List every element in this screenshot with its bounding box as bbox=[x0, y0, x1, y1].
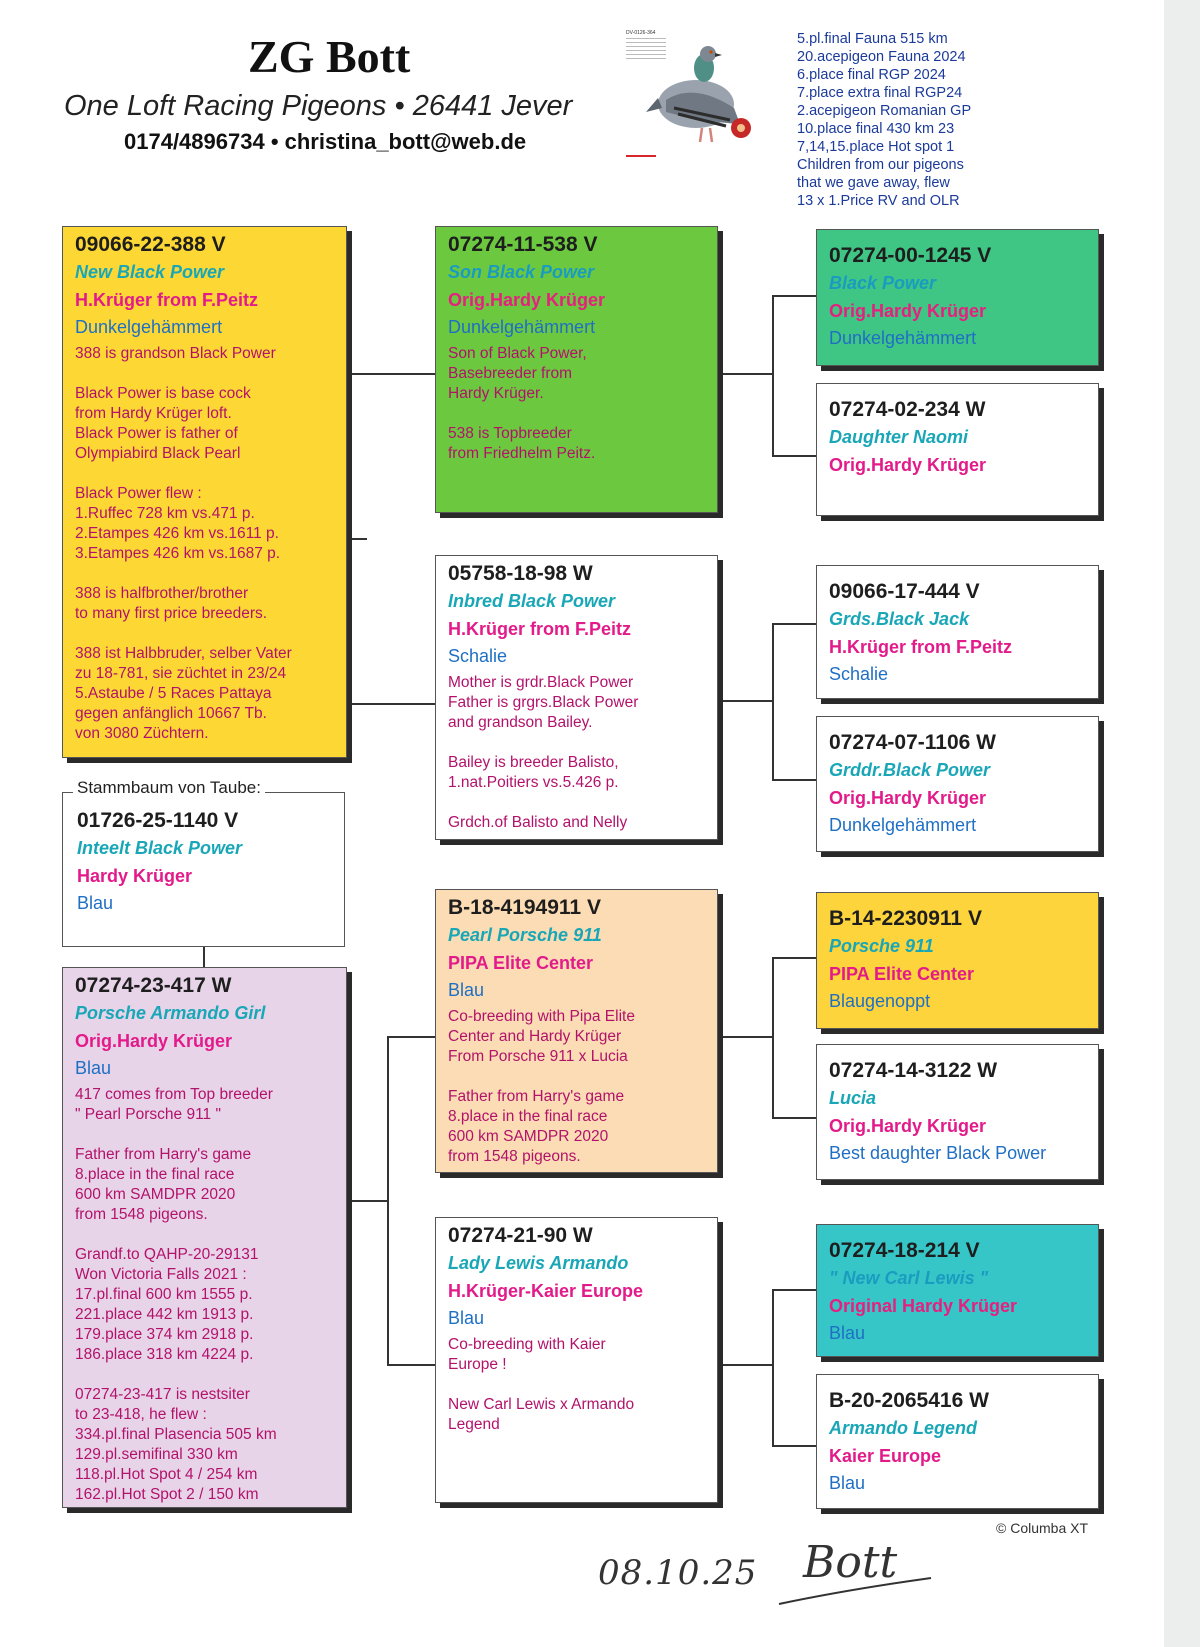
breeder: Orig.Hardy Krüger bbox=[448, 290, 606, 310]
pedigree-card-dam bbox=[62, 967, 347, 1508]
ring-number: B-20-2065416 W bbox=[829, 1389, 989, 1412]
connector bbox=[772, 1289, 774, 1445]
note-paragraph: New Carl Lewis x Armando Legend bbox=[448, 1396, 635, 1433]
pigeon-name: Daughter Naomi bbox=[829, 427, 969, 447]
pigeon-name: Inbred Black Power bbox=[448, 591, 616, 611]
ring-number: 09066-22-388 V bbox=[75, 233, 226, 256]
breeder: Hardy Krüger bbox=[77, 866, 193, 886]
pedigree-card-dd-dam bbox=[816, 1374, 1099, 1509]
pigeon-name: Pearl Porsche 911 bbox=[448, 925, 602, 945]
ring-number: 01726-25-1140 V bbox=[77, 809, 239, 832]
note-paragraph: Grdch.of Balisto and Nelly bbox=[448, 814, 628, 831]
ring-number: 07274-21-90 W bbox=[448, 1224, 593, 1247]
note-paragraph: Grandf.to QAHP-20-29131 Won Victoria Falls 2021 : 17.pl.final 600 km 1555 p. 221.place 442 km 1913 p. 179.place 374 km 2918 p. 186.place 318 km 4224 p. bbox=[75, 1246, 259, 1363]
feather-color: Best daughter Black Power bbox=[829, 1143, 1047, 1163]
feather-color: Schalie bbox=[829, 664, 889, 684]
achievement-line: 6.place final RGP 2024 bbox=[797, 67, 946, 83]
pigeon-name: " New Carl Lewis " bbox=[829, 1268, 989, 1288]
feather-color: Blau bbox=[75, 1058, 112, 1078]
feather-color: Blau bbox=[829, 1473, 866, 1493]
achievements-list bbox=[797, 30, 971, 210]
feather-color: Dunkelgehämmert bbox=[75, 317, 223, 337]
feather-color: Blau bbox=[448, 980, 485, 1000]
pigeon-name: Inteelt Black Power bbox=[77, 838, 243, 858]
signature: Bott bbox=[803, 1537, 898, 1588]
connector bbox=[772, 1117, 816, 1119]
achievement-line: 13 x 1.Price RV and OLR bbox=[797, 193, 960, 209]
connector bbox=[772, 455, 816, 457]
note-paragraph: Co-breeding with Kaier Europe ! bbox=[448, 1336, 606, 1373]
pigeon-name: New Black Power bbox=[75, 262, 225, 282]
connector bbox=[772, 623, 774, 779]
pedigree-card-sire-dam bbox=[435, 555, 718, 840]
note-paragraph: 417 comes from Top breeder " Pearl Porsche 911 " bbox=[75, 1086, 273, 1123]
pedigree-card-sire-sire bbox=[435, 226, 718, 513]
connector bbox=[772, 295, 774, 455]
handwritten-date: 08.10.25 bbox=[598, 1553, 758, 1593]
breeder: Orig.Hardy Krüger bbox=[75, 1031, 233, 1051]
connector bbox=[772, 623, 816, 625]
pedigree-card-sire bbox=[62, 226, 347, 758]
pedigree-card-sd-sire bbox=[816, 565, 1099, 699]
breeder: Original Hardy Krüger bbox=[829, 1296, 1018, 1316]
ring-number: 07274-14-3122 W bbox=[829, 1059, 998, 1082]
signature-underline bbox=[775, 1560, 935, 1610]
pedigree-card-sd-dam bbox=[816, 716, 1099, 852]
connector bbox=[718, 1364, 772, 1366]
breeder: Orig.Hardy Krüger bbox=[829, 455, 987, 475]
pedigree-card-ds-sire bbox=[816, 892, 1099, 1029]
breeder: PIPA Elite Center bbox=[829, 964, 975, 984]
note-paragraph: Father from Harry's game 8.place in the final race 600 km SAMDPR 2020 from 1548 pigeons. bbox=[448, 1088, 625, 1165]
note-paragraph: Bailey is breeder Balisto, 1.nat.Poitiers vs.5.426 p. bbox=[448, 754, 619, 791]
breeder: Orig.Hardy Krüger bbox=[829, 1116, 987, 1136]
note-paragraph: Black Power is base cock from Hardy Krüger loft. Black Power is father of Olympiabird Black Pearl bbox=[75, 385, 251, 462]
ring-number: 07274-02-234 W bbox=[829, 398, 986, 421]
connector bbox=[772, 1445, 816, 1447]
card-notes bbox=[448, 673, 705, 833]
breeder: H.Krüger from F.Peitz bbox=[448, 619, 632, 639]
card-notes bbox=[75, 344, 334, 744]
connector bbox=[772, 1289, 816, 1291]
breeder: Orig.Hardy Krüger bbox=[829, 788, 987, 808]
feather-color: Blau bbox=[448, 1308, 485, 1328]
pedigree-card-ds-dam bbox=[816, 1044, 1099, 1180]
pedigree-card-dd-sire bbox=[816, 1224, 1099, 1357]
note-paragraph: Black Power flew : 1.Ruffec 728 km vs.471 p. 2.Etampes 426 km vs.1611 p. 3.Etampes 426 km vs.1687 p. bbox=[75, 485, 281, 562]
ring-number: 07274-00-1245 V bbox=[829, 244, 992, 267]
page-title: ZG Bott bbox=[248, 31, 411, 82]
note-paragraph: 388 ist Halbbruder, selber Vater zu 18-781, sie züchtet in 23/24 5.Astaube / 5 Races Pattaya gegen anfänglich 10667 Tb. von 3080 Züchtern. bbox=[75, 645, 292, 742]
breeder: H.Krüger from F.Peitz bbox=[75, 290, 259, 310]
pigeon-name: Porsche Armando Girl bbox=[75, 1003, 266, 1023]
ring-number: B-18-4194911 V bbox=[448, 896, 601, 919]
connector bbox=[387, 1036, 435, 1038]
pedigree-card-dam-sire bbox=[435, 889, 718, 1173]
ring-number: 07274-07-1106 W bbox=[829, 731, 996, 754]
connector bbox=[387, 1036, 389, 1364]
pigeon-name: Lucia bbox=[829, 1088, 877, 1108]
pigeon-icon bbox=[644, 38, 752, 148]
connector bbox=[718, 1036, 772, 1038]
ring-number: 09066-17-444 V bbox=[829, 580, 980, 603]
feather-color: Schalie bbox=[448, 646, 508, 666]
breeder: H.Krüger from F.Peitz bbox=[829, 637, 1013, 657]
photo-ring-id: DV-0126-364 bbox=[626, 30, 656, 36]
connector bbox=[718, 700, 772, 702]
pigeon-name: Porsche 911 bbox=[829, 936, 934, 956]
pigeon-name: Son Black Power bbox=[448, 262, 595, 282]
breeder: PIPA Elite Center bbox=[448, 953, 594, 973]
achievement-line: 10.place final 430 km 23 bbox=[797, 121, 955, 137]
pigeon-name: Grds.Black Jack bbox=[829, 609, 970, 629]
copyright-note: © Columba XT bbox=[996, 1520, 1089, 1536]
connector bbox=[772, 957, 774, 1117]
achievement-line: 5.pl.final Fauna 515 km bbox=[797, 31, 948, 47]
feather-color: Blau bbox=[829, 1323, 866, 1343]
achievement-line: 20.acepigeon Fauna 2024 bbox=[797, 49, 966, 65]
note-paragraph: 388 is halfbrother/brother to many first price breeders. bbox=[75, 585, 268, 622]
note-paragraph: 538 is Topbreeder from Friedhelm Peitz. bbox=[448, 425, 596, 462]
connector bbox=[203, 947, 205, 967]
card-notes bbox=[448, 1007, 705, 1167]
connector bbox=[347, 1200, 387, 1202]
feather-color: Dunkelgehämmert bbox=[829, 815, 977, 835]
pigeon-name: Black Power bbox=[829, 273, 937, 293]
feather-color: Blau bbox=[77, 893, 114, 913]
connector bbox=[347, 703, 435, 705]
card-notes bbox=[448, 344, 705, 464]
connector bbox=[347, 373, 435, 375]
breeder: Kaier Europe bbox=[829, 1446, 942, 1466]
note-paragraph: Father from Harry's game 8.place in the final race 600 km SAMDPR 2020 from 1548 pigeons. bbox=[75, 1146, 252, 1223]
achievement-line: 2.acepigeon Romanian GP bbox=[797, 103, 972, 119]
note-paragraph: Mother is grdr.Black Power Father is grgrs.Black Power and grandson Bailey. bbox=[448, 674, 639, 731]
feather-color: Dunkelgehämmert bbox=[829, 328, 977, 348]
connector bbox=[347, 538, 367, 540]
pigeon-name: Lady Lewis Armando bbox=[448, 1253, 629, 1273]
ring-number: 07274-18-214 V bbox=[829, 1239, 980, 1262]
ring-number: B-14-2230911 V bbox=[829, 907, 982, 930]
pedigree-card-dam-dam bbox=[435, 1217, 718, 1503]
achievement-line: Children from our pigeons bbox=[797, 157, 964, 173]
page-edge bbox=[1164, 0, 1200, 1647]
achievement-line: 7,14,15.place Hot spot 1 bbox=[797, 139, 955, 155]
card-notes bbox=[75, 1085, 334, 1505]
photo-flag bbox=[626, 154, 666, 158]
card-notes bbox=[448, 1335, 705, 1435]
connector bbox=[718, 373, 772, 375]
note-paragraph: 07274-23-417 is nestsiter to 23-418, he flew : 334.pl.final Plasencia 505 km 129.pl.semifinal 330 km 118.pl.Hot Spot 4 / 254 km 162.pl.Hot Spot 2 / 150 km bbox=[75, 1386, 277, 1503]
subject-label: Stammbaum von Taube: bbox=[73, 778, 265, 798]
pigeon-photo bbox=[626, 30, 752, 162]
breeder: Orig.Hardy Krüger bbox=[829, 301, 987, 321]
feather-color: Blaugenoppt bbox=[829, 991, 931, 1011]
ring-number: 05758-18-98 W bbox=[448, 562, 593, 585]
achievement-line: 7.place extra final RGP24 bbox=[797, 85, 963, 101]
pedigree-card-ss-dam bbox=[816, 383, 1099, 516]
pigeon-name: Grddr.Black Power bbox=[829, 760, 991, 780]
ring-number: 07274-23-417 W bbox=[75, 974, 232, 997]
connector bbox=[772, 779, 816, 781]
subject-card bbox=[62, 792, 345, 947]
note-paragraph: Co-breeding with Pipa Elite Center and Hardy Krüger From Porsche 911 x Lucia bbox=[448, 1008, 635, 1065]
connector bbox=[387, 1364, 435, 1366]
ring-number: 07274-11-538 V bbox=[448, 233, 598, 256]
feather-color: Dunkelgehämmert bbox=[448, 317, 596, 337]
connector bbox=[772, 295, 816, 297]
note-paragraph: 388 is grandson Black Power bbox=[75, 345, 276, 362]
achievement-line: that we gave away, flew bbox=[797, 175, 950, 191]
pigeon-name: Armando Legend bbox=[829, 1418, 978, 1438]
breeder: H.Krüger-Kaier Europe bbox=[448, 1281, 644, 1301]
page-subtitle: One Loft Racing Pigeons • 26441 Jever bbox=[64, 90, 573, 122]
note-paragraph: Son of Black Power, Basebreeder from Hardy Krüger. bbox=[448, 345, 587, 402]
contact-info: 0174/4896734 • christina_bott@web.de bbox=[124, 129, 527, 154]
connector bbox=[772, 957, 816, 959]
pedigree-card-ss-sire bbox=[816, 229, 1099, 366]
